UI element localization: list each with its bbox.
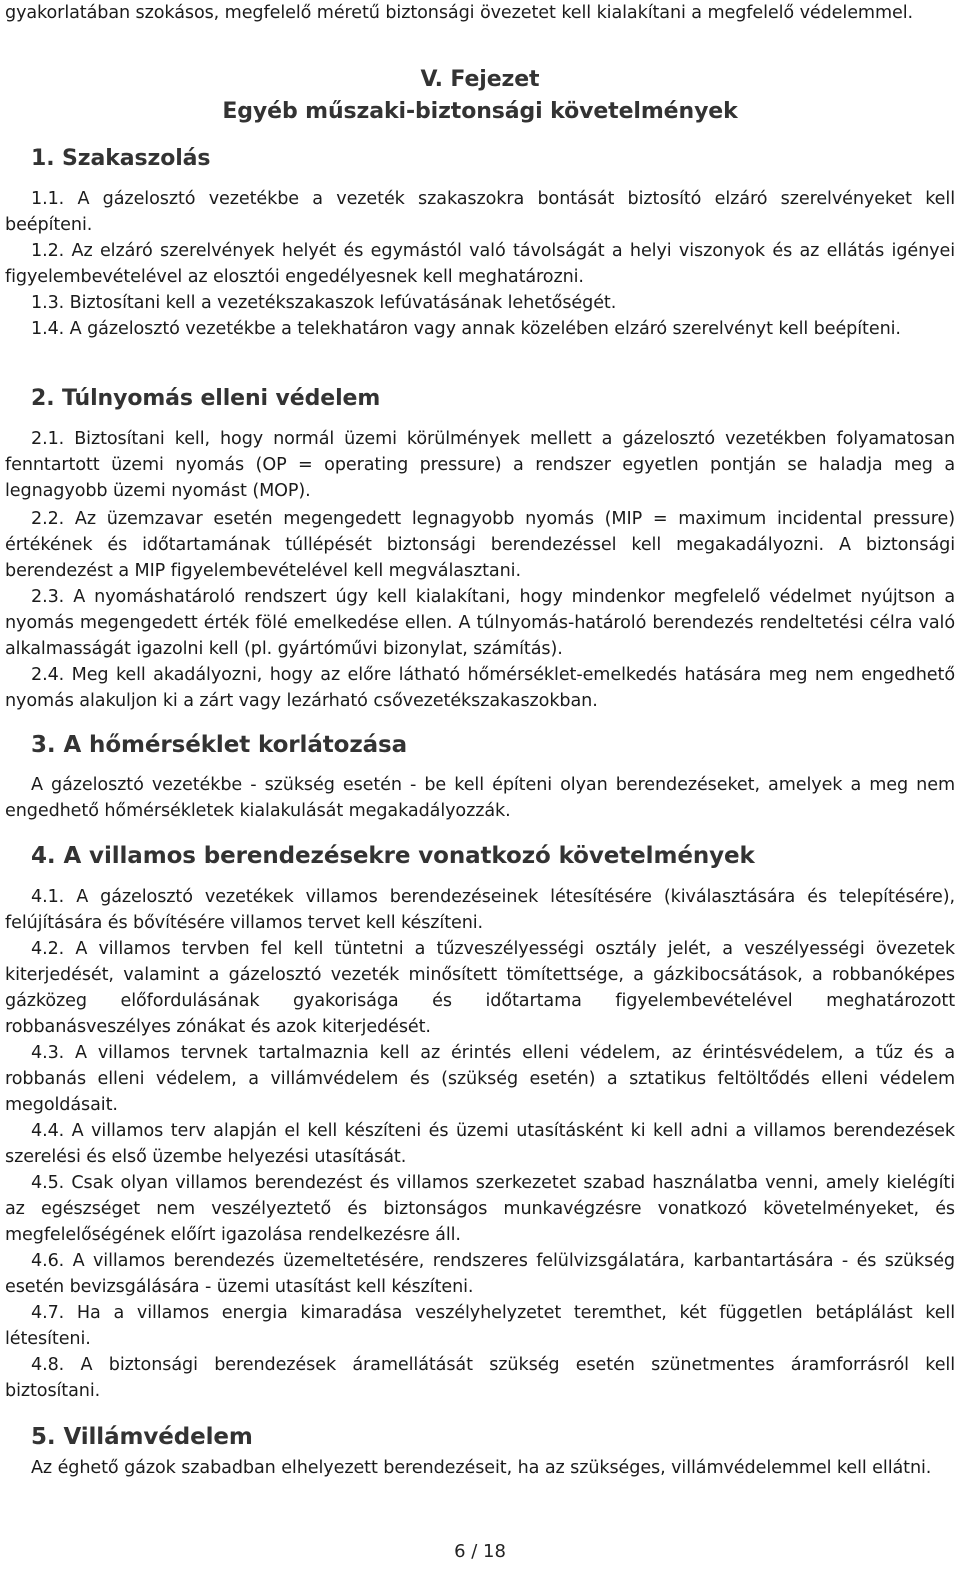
paragraph-1-3: 1.3. Biztosítani kell a vezetékszakaszok lefúvatásának lehetőségét.: [31, 293, 617, 313]
chapter-header: [5, 64, 955, 128]
section-heading-3: 3. A hőmérséklet korlátozása: [31, 732, 408, 758]
paragraph-2-2: 2.2. Az üzemzavar esetén megengedett legnagyobb nyomás (MIP = maximum incidental pressure) értékének és időtartamának túllépését biztonsági berendezéssel kell megakadályozni. A biztonsági berendezést a MIP figyelembevételével kell megválasztani.: [5, 509, 955, 581]
paragraph-4-6: 4.6. A villamos berendezés üzemeltetésére, rendszeres felülvizsgálatára, karbantartására - és szükség esetén bevizsgálására - üzemi utasítást kell készíteni.: [5, 1251, 955, 1297]
section-heading-5: 5. Villámvédelem: [31, 1424, 253, 1450]
chapter-number: V. Fejezet: [420, 67, 540, 92]
paragraph-4-5: 4.5. Csak olyan villamos berendezést és villamos szerkezetet szabad használatba venni, amely kielégíti az egészséget nem veszélyeztető és biztonságos munkavégzésre vonatkozó követelményeket, és megfelelőségének előírt igazolása rendelkezésre áll.: [5, 1173, 955, 1245]
paragraph-5-1: Az éghető gázok szabadban elhelyezett berendezéseit, ha az szükséges, villámvédelemmel kell ellátni.: [31, 1458, 932, 1478]
paragraph-4-7: 4.7. Ha a villamos energia kimaradása veszélyhelyzetet teremthet, két független betáplálást kell létesíteni.: [5, 1303, 955, 1349]
paragraph-2-4: 2.4. Meg kell akadályozni, hogy az előre látható hőmérséklet-emelkedés hatására meg nem engedhető nyomás alakuljon ki a zárt vagy lezárható csővezetékszakaszokban.: [5, 665, 955, 711]
paragraph-1-1: 1.1. A gázelosztó vezetékbe a vezeték szakaszokra bontását biztosító elzáró szerelvényeket kell beépíteni.: [5, 189, 955, 235]
paragraph-3-1: A gázelosztó vezetékbe - szükség esetén - be kell építeni olyan berendezéseket, amelyek a meg nem engedhető hőmérsékletek kialakulását megakadályozzák.: [5, 775, 955, 821]
section-heading-2: 2. Túlnyomás elleni védelem: [31, 386, 381, 411]
paragraph-4-2: 4.2. A villamos tervben fel kell tüntetni a tűzveszélyességi osztály jelét, a veszélyességi övezetek kiterjedését, valamint a gázelosztó vezeték minősített tömítettsége, a gázkibocsátások, a robbanóképes gázközeg előfordulásának gyakorisága és időtartama figyelembevételével meghatározott robbanásveszélyes zónákat és azok kiterjedését.: [5, 939, 955, 1037]
section-heading-1: 1. Szakaszolás: [31, 146, 211, 171]
paragraph-2-1: 2.1. Biztosítani kell, hogy normál üzemi körülmények mellett a gázelosztó vezetékben folyamatosan fenntartott üzemi nyomás (OP = operating pressure) a rendszer egyetlen pontján se haladja meg a legnagyobb üzemi nyomást (MOP).: [5, 429, 955, 501]
paragraph-2-3: 2.3. A nyomáshatároló rendszert úgy kell kialakítani, hogy mindenkor megfelelő védelmet nyújtson a nyomás megengedett érték fölé emelkedése ellen. A túlnyomás-határoló berendezés rendeltetési célra való alkalmasságát igazolni kell (pl. gyártóművi bizonylat, számítás).: [5, 587, 955, 659]
section-heading-4: 4. A villamos berendezésekre vonatkozó követelmények: [31, 843, 755, 869]
paragraph-1-2: 1.2. Az elzáró szerelvények helyét és egymástól való távolságát a helyi viszonyok és az ellátás igényei figyelembevételével az elosztói engedélyesnek kell meghatározni.: [5, 241, 955, 287]
paragraph-4-8: 4.8. A biztonsági berendezések áramellátását szükség esetén szünetmentes áramforrásról kell biztosítani.: [5, 1355, 955, 1401]
page-number: 6 / 18: [454, 1541, 506, 1562]
paragraph-4-4: 4.4. A villamos terv alapján el kell készíteni és üzemi utasításként ki kell adni a villamos berendezések szerelési és első üzembe helyezési utasítását.: [5, 1121, 955, 1167]
intro-paragraph: gyakorlatában szokásos, megfelelő méretű biztonsági övezetet kell kialakítani a megfelelő védelemmel.: [5, 3, 913, 23]
paragraph-4-1: 4.1. A gázelosztó vezetékek villamos berendezéseinek létesítésére (kiválasztására és telepítésére), felújítására és bővítésére villamos tervet kell készíteni.: [5, 887, 955, 933]
chapter-title: Egyéb műszaki-biztonsági követelmények: [222, 99, 738, 124]
paragraph-4-3: 4.3. A villamos tervnek tartalmaznia kell az érintés elleni védelem, az érintésvédelem, a tűz és a robbanás elleni védelem, a villámvédelem és (szükség esetén) a sztatikus feltöltődés elleni védelem megoldásait.: [5, 1043, 955, 1115]
paragraph-1-4: 1.4. A gázelosztó vezetékbe a telekhatáron vagy annak közelében elzáró szerelvényt kell beépíteni.: [31, 319, 901, 339]
